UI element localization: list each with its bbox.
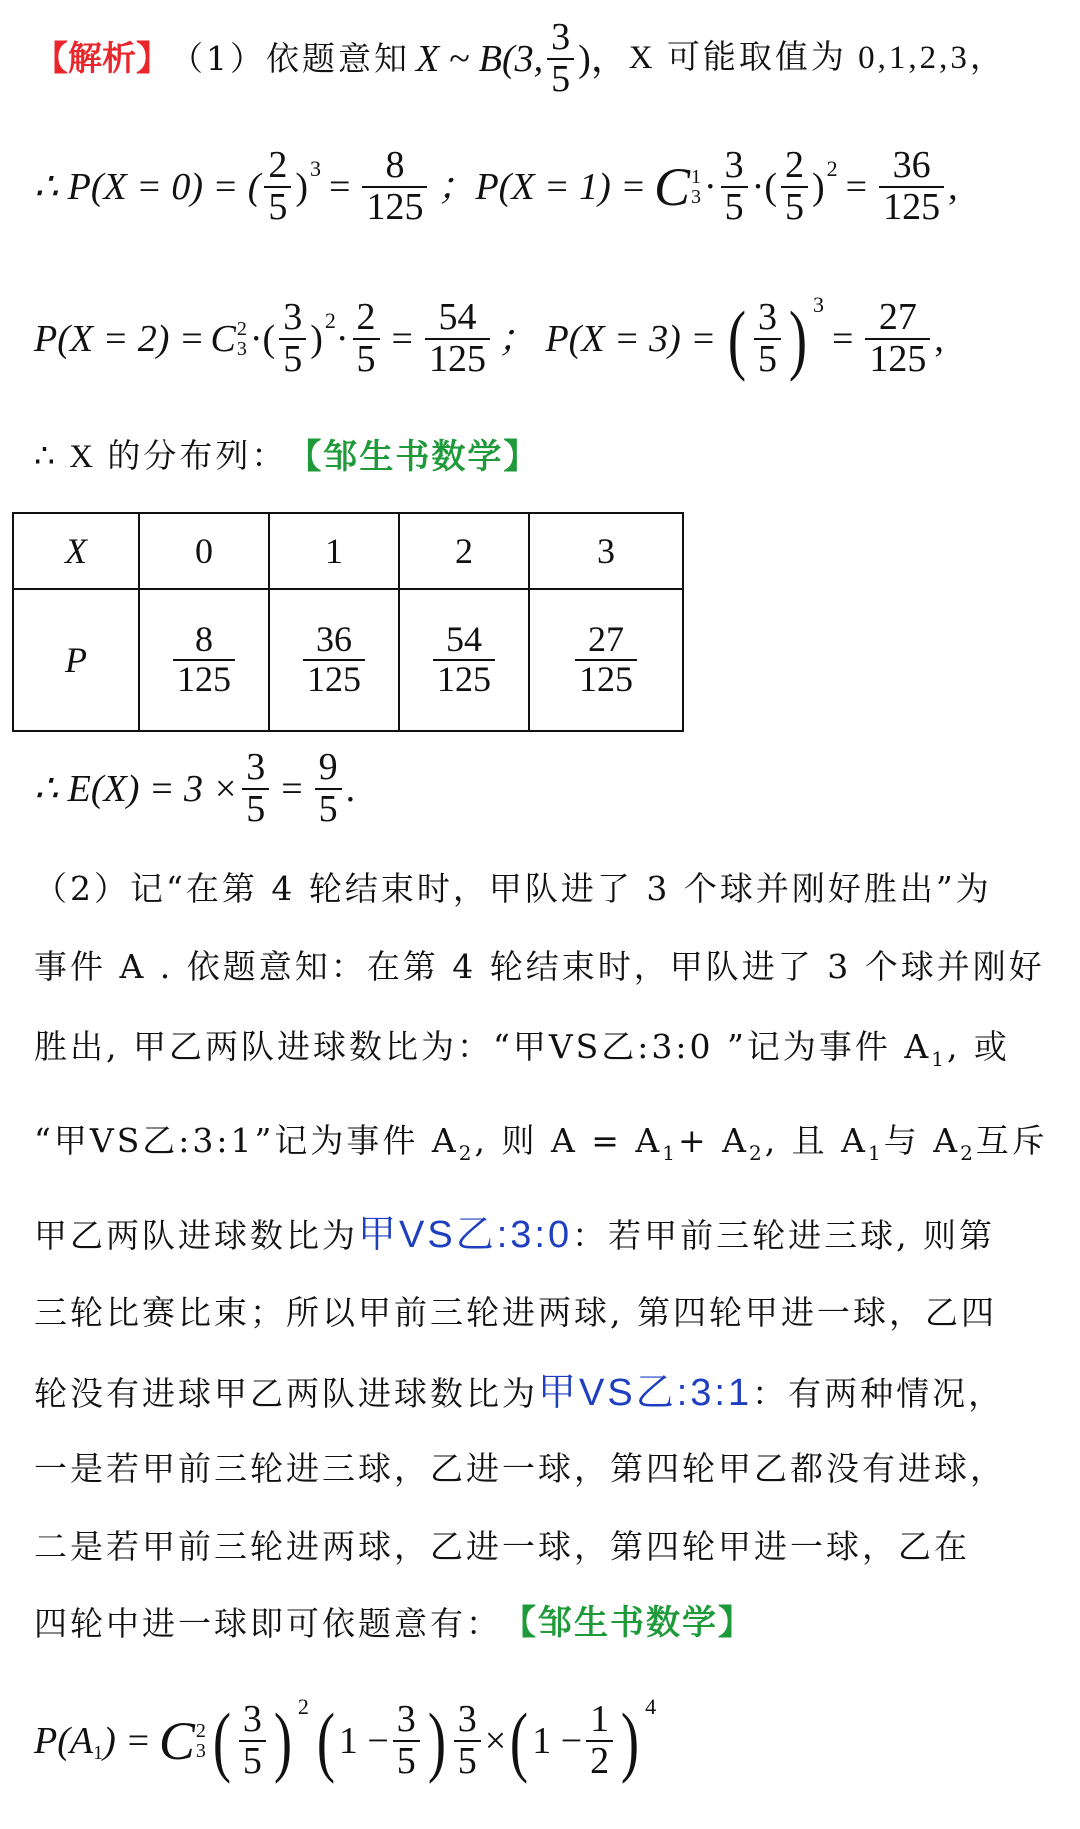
part2-line-8: 一是若甲前三轮进三球，乙进一球，第四轮甲乙都没有进球， [34, 1449, 1006, 1488]
part2-line-10: 四轮中进一球即可依题意有： 【邹生书数学】 [34, 1603, 754, 1643]
line-p0-p1: ∴ P(X = 0) = ( $\frac{2}{5}$ ) 3 = $\frac{8}{125}$ ；P(X = 1) = C 1 3 · $\frac{3}{5}$ ·( $\frac{2}{5}$ ) 2 = $\frac{36}{125}$ , [34, 144, 958, 228]
table-cell: 1 [269, 513, 399, 589]
table-row-x [13, 513, 683, 589]
table-cell: $\frac{54}{125}$ [399, 589, 529, 731]
part2-line-1: （2）记“在第 4 轮结束时，甲队进了 3 个球并刚好胜出”为 [34, 869, 992, 908]
dist-label: ∴ X 的分布列： [34, 438, 288, 475]
watermark-text: 【邹生书数学】 [287, 437, 540, 477]
distribution-table [12, 512, 684, 732]
part2-line-9: 二是若甲前三轮进两球，乙进一球，第四轮甲进一球，乙在 [34, 1527, 970, 1566]
table-cell: $\frac{27}{125}$ [529, 589, 683, 731]
part2-line-4: “甲VS乙:3:1”记为事件 A 2 , 则 A = A 1 + A 2 , 且 A 1 与 A 2 互斥 [34, 1121, 1048, 1165]
possible-values-text: X 可能取值为 0,1,2,3， [628, 40, 1006, 77]
table-cell: 3 [529, 513, 683, 589]
table-cell: 0 [139, 513, 269, 589]
watermark-text: 【邹生书数学】 [502, 1603, 754, 1643]
line-intro: 【解析】 （1）依题意知 X ~ B(3, $\frac{3}{5}$ )， X 可能取值为 0,1,2,3， [34, 16, 1006, 100]
table-cell: 2 [399, 513, 529, 589]
line-dist-label [34, 437, 540, 477]
line-pa1-formula: P(A 1 ) = C 2 3 ( $\frac{3}{5}$ ) 2 ( 1 − $\frac{3}{5}$ ) $\frac{3}{5}$ × ( 1 − $\frac{1}{2}$ ) 4 [34, 1693, 657, 1784]
part2-line-2: 事件 A . 依题意知：在第 4 轮结束时，甲队进了 3 个球并刚好 [34, 947, 1045, 986]
part1-label: （1）依题意知 [170, 39, 410, 79]
part2-line-7: 轮没有进球甲乙两队进球数比为 甲VS乙:3:1 ：有两种情况， [34, 1372, 1005, 1414]
table-cell: $\frac{8}{125}$ [139, 589, 269, 731]
part2-line-6: 三轮比赛比束；所以甲前三轮进两球, 第四轮甲进一球，乙四 [34, 1293, 997, 1332]
line-expectation: ∴ E(X) = 3 × $\frac{3}{5}$ = $\frac{9}{5}$ . [34, 746, 356, 830]
fraction: $\frac{3}{5}$ [547, 18, 574, 100]
score-highlight: 甲VS乙:3:1 [538, 1372, 753, 1414]
analysis-tag: 【解析】 [34, 38, 170, 79]
binomial-dist: X ~ B(3, [416, 37, 544, 80]
part2-line-5: 甲乙两队进球数比为 甲VS乙:3:0 ：若甲前三轮进三球, 则第 [34, 1214, 996, 1256]
table-row-p [13, 589, 683, 731]
score-highlight: 甲VS乙:3:0 [358, 1214, 573, 1256]
part2-line-3: 胜出, 甲乙两队进球数比为：“甲VS乙:3:0 ”记为事件 A 1 , 或 [34, 1027, 1010, 1071]
table-header-p: P [13, 589, 139, 731]
table-cell: $\frac{36}{125}$ [269, 589, 399, 731]
line-p2-p3: P(X = 2) = C 2 3 ·( $\frac{3}{5}$ ) 2 · $\frac{2}{5}$ = $\frac{54}{125}$ ； P(X = 3) = ( $\frac{3}{5}$ ) 3 = $\frac{27}{125}$ , [34, 291, 944, 382]
table-header-x: X [13, 513, 139, 589]
